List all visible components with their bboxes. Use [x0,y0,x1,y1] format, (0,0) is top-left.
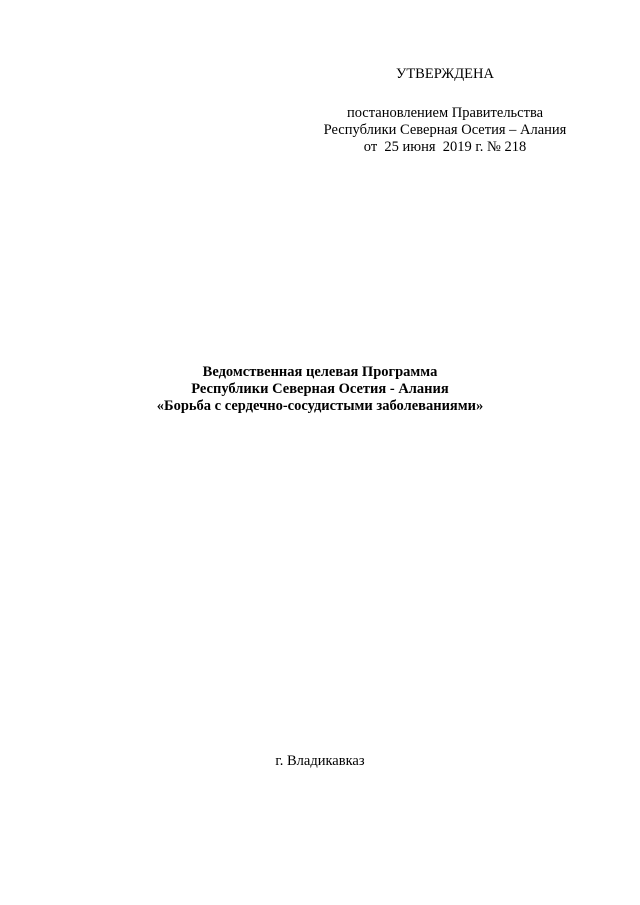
title-line-name: «Борьба с сердечно-сосудистыми заболеваниями» [156,398,484,414]
title-line-program: Ведомственная целевая Программа [202,364,438,380]
approval-resolution-line: постановлением Правительства [346,105,544,121]
title-line-republic: Республики Северная Осетия - Алания [191,381,449,397]
approval-stamp [280,66,610,156]
city-label: г. Владикавказ [275,753,365,769]
approval-government-line: Республики Северная Осетия – Алания [323,122,567,138]
approval-date-line: от 25 июня 2019 г. № 218 [363,139,527,155]
approved-label: УТВЕРЖДЕНА [396,66,494,82]
document-title [90,364,550,415]
